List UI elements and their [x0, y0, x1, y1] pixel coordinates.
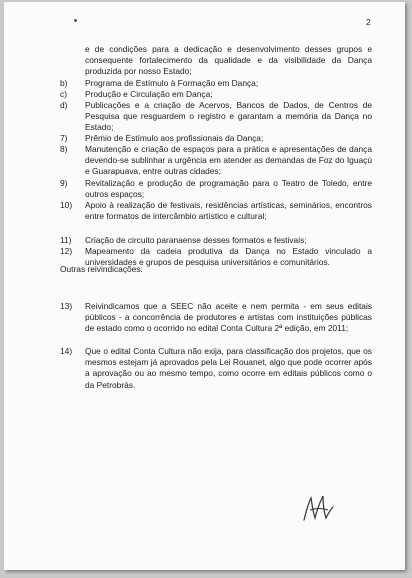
list-marker: 7) — [60, 133, 68, 143]
list-item-text: Publicações e a criação de Acervos, Bancos de Dados, de Centros de Pesquisa que resguardem o registro e garantam a memória da Dança no Estado; — [85, 100, 372, 133]
list-item-text: Criação de circuito paranaense desses formatos e festivais; — [85, 235, 307, 245]
list-marker: 12) — [60, 246, 73, 256]
intro-paragraph: e de condições para a dedicação e desenvolvimento desses grupos e consequente fortalecimento da qualidade e da visibilidade da Dança produzida por nosso Estado; — [85, 44, 372, 77]
other-demands-heading: Outras reivindicações: — [60, 264, 143, 274]
page-content — [4, 2, 405, 570]
list-item-text: Manutenção e criação de espaços para a prática e apresentações de dança devendo-se sublinhar a urgência em atender as demandas de Foz do Iguaçú e Guarapuava, entre outras cidades; — [85, 144, 372, 177]
list-item-text: Programa de Estímulo à Formação em Dança; — [85, 78, 259, 88]
list-marker: 14) — [60, 346, 73, 356]
list-item-text: Mapeamento da cadeia produtiva da Dança no Estado vinculado a universidades e grupos de pesquisa universitários e comunitários. — [85, 246, 372, 268]
list-marker: c) — [60, 89, 67, 99]
scan-mark — [74, 19, 77, 22]
list-marker: d) — [60, 100, 68, 110]
list-marker: 11) — [60, 235, 72, 245]
list-item-text: Produção e Circulação em Dança; — [85, 89, 213, 99]
list-item-text: Que o edital Conta Cultura não exija, para classificação dos projetos, que os mesmos estejam já aprovados pela Lei Rouanet, algo que pode ocorrer após a aprovação ou ao mesmo tempo, como ocorre em editais públicos como o da Petrobrás. — [85, 346, 372, 390]
list-item-text: Apoio à realização de festivais, residências artísticas, seminários, encontros entre formatos de intercâmbio artístico e cultural; — [85, 200, 372, 222]
list-item-text: Prêmio de Estímulo aos profissionais da Dança; — [85, 133, 264, 143]
list-item-text: Reivindicamos que a SEEC não aceite e nem permita - em seus editais públicos - a concorrência de produtores e artistas com instituições públicas de estado como o ocorrido no edital Conta Cultura 2ª edição, em 2011; — [85, 301, 372, 334]
document-page — [4, 2, 405, 570]
list-marker: 10) — [60, 200, 73, 210]
list-item-text: Revitalização e produção de programação para o Teatro de Toledo, entre outros espaços; — [85, 178, 372, 200]
list-marker: b) — [60, 78, 68, 88]
list-marker: 8) — [60, 144, 68, 154]
list-marker: 9) — [60, 178, 68, 188]
page-number: 2 — [366, 17, 371, 27]
handwritten-initials — [298, 490, 338, 524]
list-marker: 13) — [60, 301, 73, 311]
